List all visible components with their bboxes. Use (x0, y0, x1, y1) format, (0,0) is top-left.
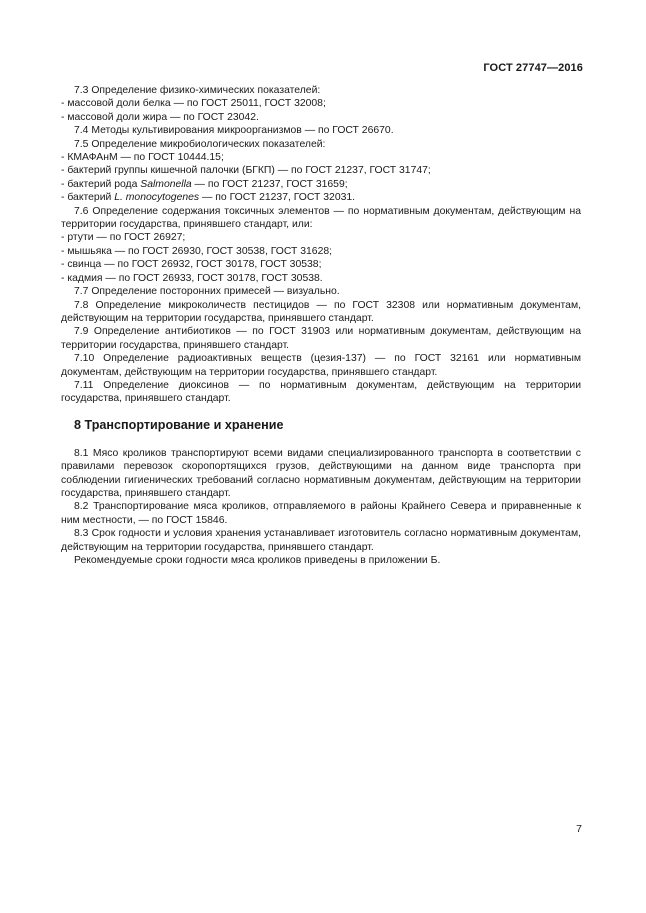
paragraph-7-3: 7.3 Определение физико-химических показателей: (74, 85, 321, 96)
list-item-listeria (61, 191, 581, 204)
listeria-suffix: — по ГОСТ 21237, ГОСТ 32031. (199, 192, 356, 204)
salmonella-italic: Salmonella (140, 178, 192, 190)
list-item-mercury: - ртути — по ГОСТ 26927; (61, 232, 186, 244)
list-item-lead: - свинца — по ГОСТ 26932, ГОСТ 30178, ГОСТ 30538; (61, 259, 322, 271)
paragraph-7-9: 7.9 Определение антибиотиков — по ГОСТ 31903 или нормативным документам, действующим на территории государства, принявшего стандарт. (61, 326, 581, 351)
paragraph-7-6: 7.6 Определение содержания токсичных элементов — по нормативным документам, действующим на территории государства, принявшего стандарт, или: (61, 205, 581, 231)
list-item-protein: - массовой доли белка — по ГОСТ 25011, ГОСТ 32008; (61, 98, 326, 110)
list-item-bgkp: - бактерий группы кишечной палочки (БГКП) — по ГОСТ 21237, ГОСТ 31747; (61, 165, 431, 177)
paragraph-7-5: 7.5 Определение микробиологических показателей: (74, 138, 326, 150)
paragraph-8-1: 8.1 Мясо кроликов транспортируют всеми видами специализированного транспорта в соответствии с правилами перевозок скоропортящихся грузов, действующими на данном виде транспорта при соблюдении гигиенических требований согласно нормативным документам, действующим на территории государства, принявшего стандарт. (61, 447, 581, 499)
page-content (61, 84, 581, 567)
paragraph-8-3: 8.3 Срок годности и условия хранения устанавливает изготовитель согласно нормативным документам, действующим на территории государства, принявшего стандарт. (61, 528, 581, 553)
listeria-italic: L. monocytogenes (114, 192, 200, 204)
paragraph-7-4: 7.4 Методы культивирования микроорганизмов — по ГОСТ 26670. (74, 125, 394, 137)
salmonella-suffix: — по ГОСТ 21237, ГОСТ 31659; (191, 178, 348, 190)
list-item-arsenic: - мышьяка — по ГОСТ 26930, ГОСТ 30538, ГОСТ 31628; (61, 245, 333, 257)
section-8-heading: 8 Транспортирование и хранение (74, 417, 284, 432)
standard-header: ГОСТ 27747—2016 (483, 62, 583, 74)
list-item-kmafanm: - КМАФАнМ — по ГОСТ 10444.15; (61, 152, 224, 164)
paragraph-8-2: 8.2 Транспортирование мяса кроликов, отправляемого в районы Крайнего Севера и приравненные к ним местности, — по ГОСТ 15846. (61, 501, 581, 526)
page-number: 7 (576, 823, 582, 835)
listeria-prefix: - бактерий (61, 192, 115, 204)
list-item-fat: - массовой доли жира — по ГОСТ 23042. (61, 111, 259, 123)
paragraph-7-11: 7.11 Определение диоксинов — по нормативным документам, действующим на территории государства, принявшего стандарт. (61, 379, 581, 405)
paragraph-7-10: 7.10 Определение радиоактивных веществ (цезия-137) — по ГОСТ 32161 или нормативным документам, действующим на территории государства, принявшего стандарт. (61, 353, 581, 378)
paragraph-7-7: 7.7 Определение посторонних примесей — визуально. (74, 286, 340, 298)
list-item-cadmium: - кадмия — по ГОСТ 26933, ГОСТ 30178, ГОСТ 30538. (61, 272, 323, 284)
list-item-salmonella (61, 178, 581, 191)
paragraph-recommended: Рекомендуемые сроки годности мяса кроликов приведены в приложении Б. (74, 555, 441, 566)
salmonella-prefix: - бактерий рода (61, 178, 141, 190)
paragraph-7-8: 7.8 Определение микроколичеств пестицидов — по ГОСТ 32308 или нормативным документам, действующим на территории государства, принявшего стандарт. (61, 299, 581, 324)
